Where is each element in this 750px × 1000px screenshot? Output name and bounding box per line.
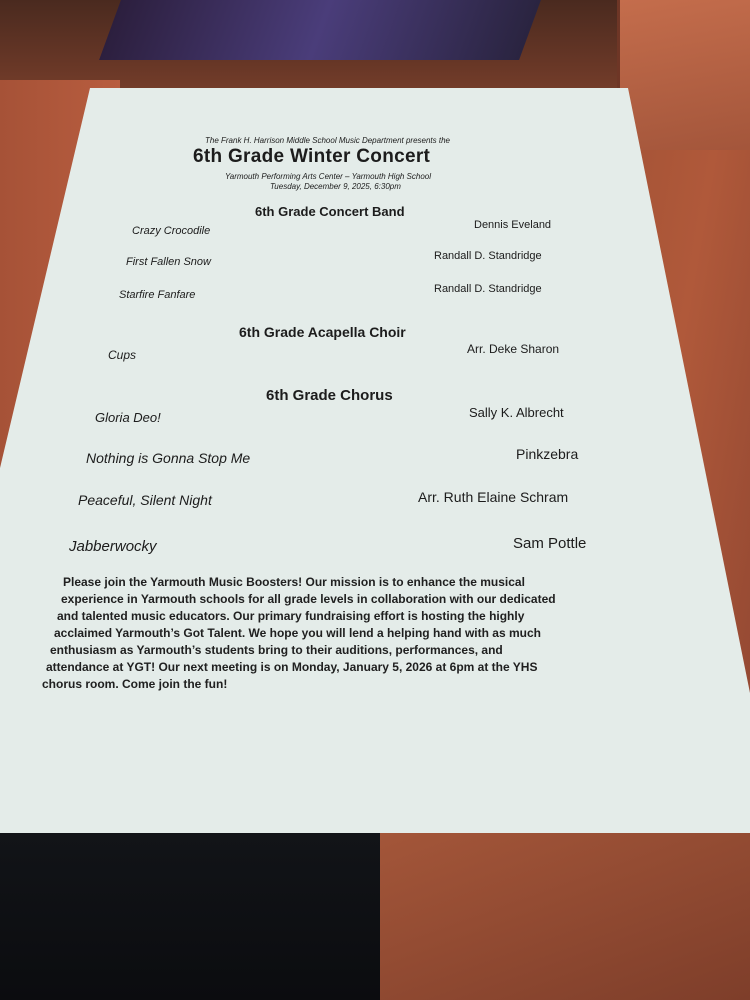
intro-line: The Frank H. Harrison Middle School Music Department presents the [205, 136, 450, 145]
piece-title: Cups [108, 348, 137, 362]
piece-title: Nothing is Gonna Stop Me [86, 450, 251, 466]
piece-title: Peaceful, Silent Night [78, 492, 212, 508]
piece-title: Gloria Deo! [95, 410, 161, 425]
section-heading-chorus: 6th Grade Chorus [266, 387, 393, 404]
piece-composer: Randall D. Standridge [434, 250, 542, 262]
concert-title: 6th Grade Winter Concert [193, 146, 431, 167]
paragraph-line: and talented music educators. Our primary fundraising effort is hosting the highly [57, 609, 525, 623]
piece-composer: Pinkzebra [516, 446, 579, 462]
piece-title: First Fallen Snow [126, 256, 211, 268]
piece-composer: Sally K. Albrecht [469, 405, 564, 420]
section-heading-band: 6th Grade Concert Band [255, 204, 405, 219]
piece-composer: Arr. Deke Sharon [467, 342, 560, 356]
paragraph-line: enthusiasm as Yarmouth’s students bring to their auditions, performances, and [50, 643, 503, 657]
venue-line: Yarmouth Performing Arts Center – Yarmouth High School [225, 172, 432, 181]
paragraph-line: attendance at YGT! Our next meeting is on Monday, January 5, 2026 at 6pm at the YHS [46, 660, 538, 674]
paragraph-line: chorus room. Come join the fun! [42, 677, 228, 691]
piece-composer: Arr. Ruth Elaine Schram [418, 489, 569, 505]
paragraph-line: Please join the Yarmouth Music Boosters! Our mission is to enhance the musical [63, 575, 525, 589]
boosters-paragraph [42, 574, 642, 693]
piece-composer: Sam Pottle [513, 535, 587, 552]
piece-title: Starfire Fanfare [119, 289, 196, 301]
piece-title: Crazy Crocodile [132, 225, 211, 237]
piece-title: Jabberwocky [69, 538, 157, 555]
piece-composer: Randall D. Standridge [434, 283, 542, 295]
section-heading-choir: 6th Grade Acapella Choir [239, 324, 406, 340]
paragraph-line: experience in Yarmouth schools for all grade levels in collaboration with our dedicated [61, 592, 556, 606]
date-line: Tuesday, December 9, 2025, 6:30pm [270, 182, 401, 191]
piece-composer: Dennis Eveland [474, 219, 552, 231]
paragraph-line: acclaimed Yarmouth’s Got Talent. We hope you will lend a helping hand with as much [54, 626, 541, 640]
